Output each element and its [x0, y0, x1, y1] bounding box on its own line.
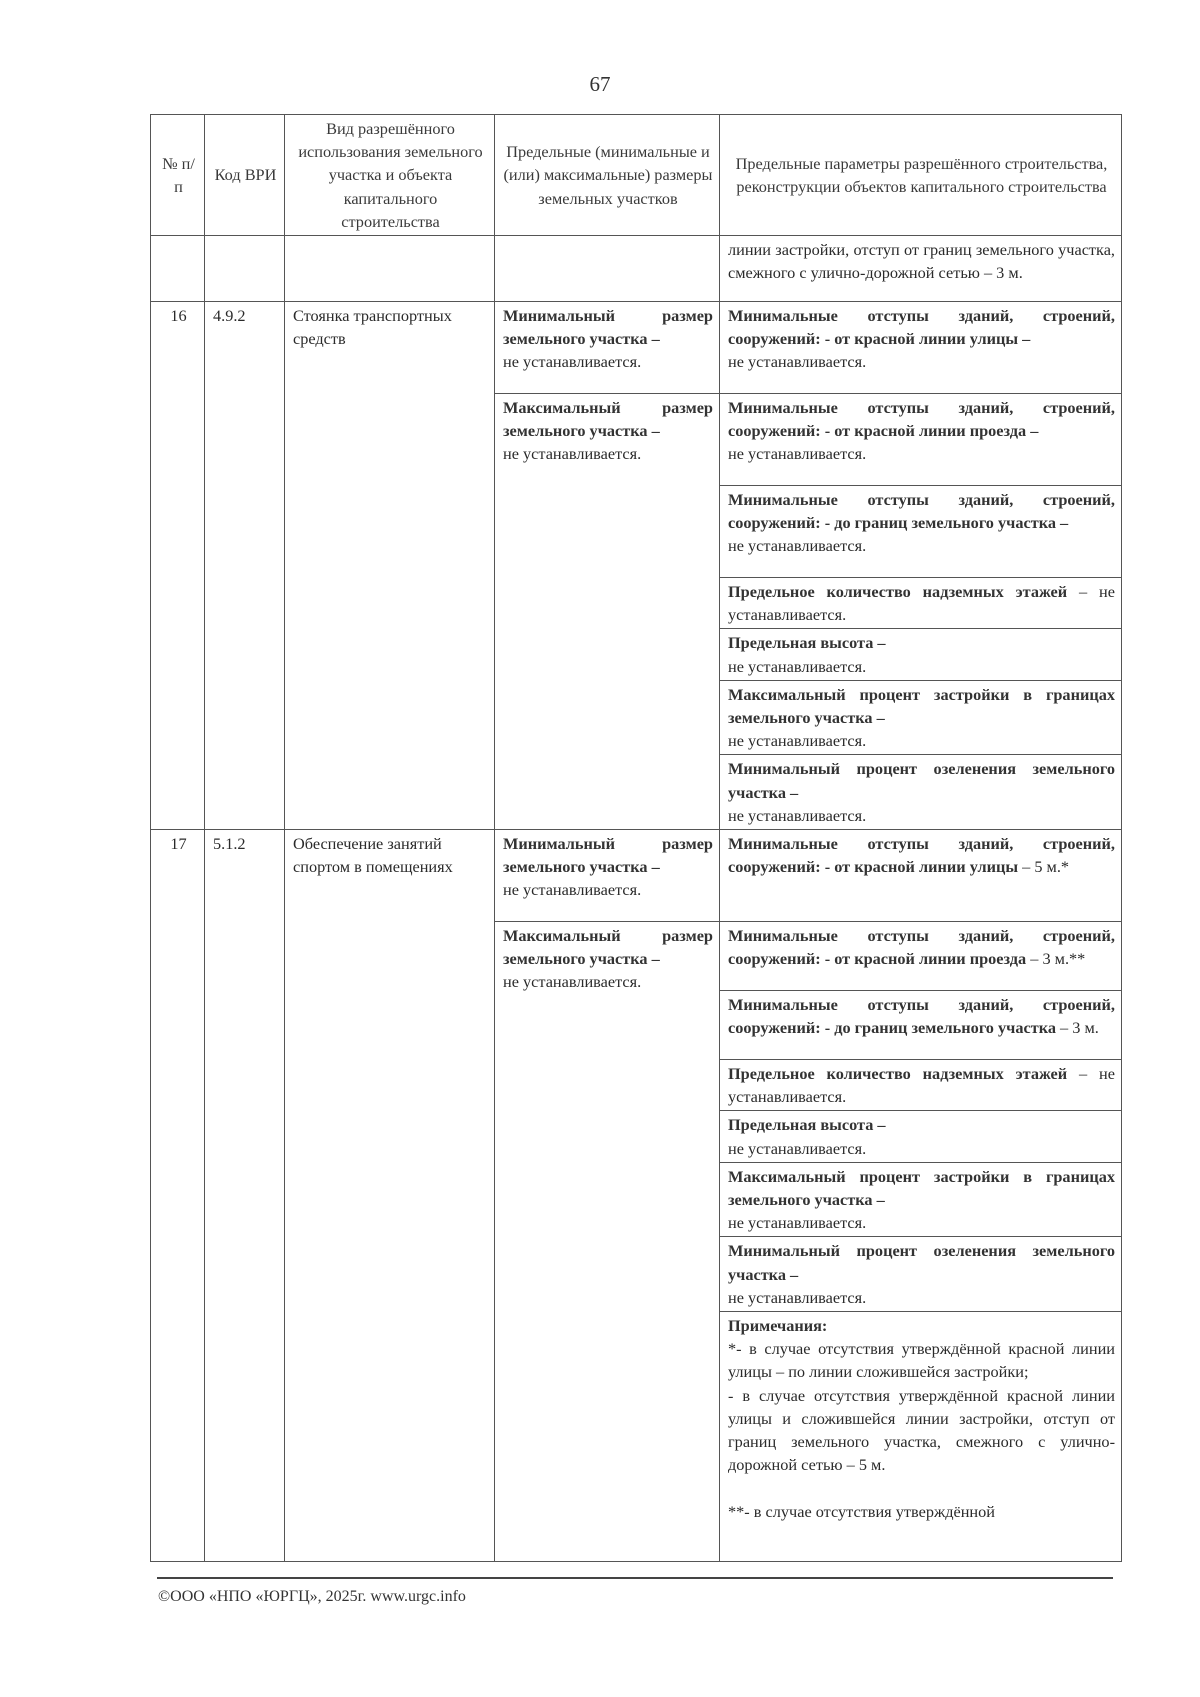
row17-param-6	[720, 1162, 1122, 1237]
row17-param-2	[720, 922, 1122, 991]
row17-param-2-value: – 3 м.**	[1026, 949, 1086, 969]
row16-param-7-value: не устанавливается.	[728, 805, 867, 825]
row16-size-max-label: Максимальный размер земельного участка –	[503, 398, 713, 441]
row17-note-3: **- в случае отсутствия утверждённой	[728, 1501, 995, 1521]
row17-size-max	[495, 922, 720, 1562]
row17-param-5-label: Предельная высота –	[728, 1115, 886, 1135]
row16-code: 4.9.2	[205, 302, 285, 830]
row17-code: 5.1.2	[205, 830, 285, 1562]
row16-size-min-value: не устанавливается.	[503, 352, 642, 372]
footer-divider	[157, 1577, 1113, 1579]
row16-param-6-value: не устанавливается.	[728, 731, 867, 751]
row17-param-2-label: Минимальные отступы зданий, строений, сооружений: - от красной линии проезда	[728, 926, 1115, 969]
row17-param-1-label: Минимальные отступы зданий, строений, сооружений: - от красной линии улицы	[728, 834, 1115, 877]
row16-param-2	[720, 394, 1122, 486]
row17-notes-title: Примечания:	[728, 1316, 828, 1336]
regulations-table	[150, 114, 1122, 1562]
row17-param-3	[720, 991, 1122, 1060]
row16-size-min-label: Минимальный размер земельного участка –	[503, 306, 713, 349]
row17-param-3-label: Минимальные отступы зданий, строений, сооружений: - до границ земельного участка	[728, 995, 1115, 1038]
row17-size-min-value: не устанавливается.	[503, 880, 642, 900]
header-params: Предельные параметры разрешённого строительства, реконструкции объектов капитального строительства	[720, 115, 1122, 236]
row17-size-min-label: Минимальный размер земельного участка –	[503, 834, 713, 877]
row16-size-max	[495, 394, 720, 830]
row16-param-6-label: Максимальный процент застройки в границах земельного участка –	[728, 684, 1115, 728]
row16-param-2-label: Минимальные отступы зданий, строений, сооружений: - от красной линии проезда –	[728, 398, 1115, 441]
header-num: № п/п	[151, 115, 205, 236]
row16-size-max-value: не устанавливается.	[503, 444, 642, 464]
row17-param-4-label: Предельное количество надземных этажей	[728, 1064, 1068, 1084]
row17-param-7-label: Минимальный процент озеленения земельного участка –	[728, 1241, 1115, 1284]
row17-size-max-value: не устанавливается.	[503, 972, 642, 992]
row17-param-6-value: не устанавливается.	[728, 1213, 867, 1233]
row17-param-5-value: не устанавливается.	[728, 1138, 867, 1158]
row17-num: 17	[151, 830, 205, 1562]
table-row-continuation	[151, 236, 1122, 302]
row17-param-5	[720, 1111, 1122, 1162]
table-row-17	[151, 830, 1122, 922]
row16-param-5	[720, 629, 1122, 680]
row16-param-2-value: не устанавливается.	[728, 444, 867, 464]
page-number: 67	[589, 72, 611, 96]
row16-param-3-label: Минимальные отступы зданий, строений, сооружений: - до границ земельного участка –	[728, 490, 1115, 533]
table-row-16	[151, 302, 1122, 394]
row17-size-min	[495, 830, 720, 922]
table-header-row	[151, 115, 1122, 236]
header-name: Вид разрешённого использования земельного участка и объекта капитального строительства	[285, 115, 495, 236]
row16-param-3-value: не устанавливается.	[728, 536, 867, 556]
row17-param-4	[720, 1060, 1122, 1111]
row17-param-7	[720, 1237, 1122, 1312]
row17-note-2: - в случае отсутствия утверждённой красной линии улицы и сложившейся линии застройки, отступ от границ земельного участка, смежного с улично-дорожной сетью – 5 м.	[728, 1385, 1115, 1475]
row16-param-1	[720, 302, 1122, 394]
row17-notes	[720, 1312, 1122, 1562]
footer-copyright: ©ООО «НПО «ЮРГЦ», 2025г. www.urgc.info	[158, 1588, 466, 1605]
row16-param-1-value: не устанавливается.	[728, 352, 867, 372]
row16-param-5-label: Предельная высота –	[728, 633, 886, 653]
row17-param-6-label: Максимальный процент застройки в границах земельного участка –	[728, 1166, 1115, 1210]
row17-note-1: *- в случае отсутствия утверждённой красной линии улицы – по линии сложившейся застройки;	[728, 1339, 1115, 1382]
row17-name: Обеспечение занятий спортом в помещениях	[285, 830, 495, 1562]
header-size: Предельные (минимальные и (или) максимальные) размеры земельных участков	[495, 115, 720, 236]
row16-param-1-label: Минимальные отступы зданий, строений, сооружений: - от красной линии улицы –	[728, 306, 1115, 349]
row17-param-1	[720, 830, 1122, 922]
header-code: Код ВРИ	[205, 115, 285, 236]
row16-num: 16	[151, 302, 205, 830]
row17-param-4-value: – не устанавливается.	[728, 1064, 1115, 1107]
continuation-text: линии застройки, отступ от границ земельного участка, смежного с улично-дорожной сетью – 3 м.	[720, 236, 1122, 302]
row17-param-1-value: – 5 м.*	[1018, 857, 1070, 877]
row16-name: Стоянка транспортных средств	[285, 302, 495, 830]
row16-param-3	[720, 486, 1122, 578]
row16-param-5-value: не устанавливается.	[728, 656, 867, 676]
row16-param-7-label: Минимальный процент озеленения земельного участка –	[728, 759, 1115, 802]
row16-param-6	[720, 680, 1122, 755]
row17-param-3-value: – 3 м.	[1055, 1018, 1099, 1038]
row16-param-4-label: Предельное количество надземных этажей	[728, 582, 1068, 602]
row16-param-4-value: – не устанавливается.	[728, 582, 1115, 625]
row16-param-4	[720, 578, 1122, 629]
row16-param-7	[720, 755, 1122, 830]
row16-size-min	[495, 302, 720, 394]
row17-size-max-label: Максимальный размер земельного участка –	[503, 926, 713, 969]
row17-param-7-value: не устанавливается.	[728, 1287, 867, 1307]
